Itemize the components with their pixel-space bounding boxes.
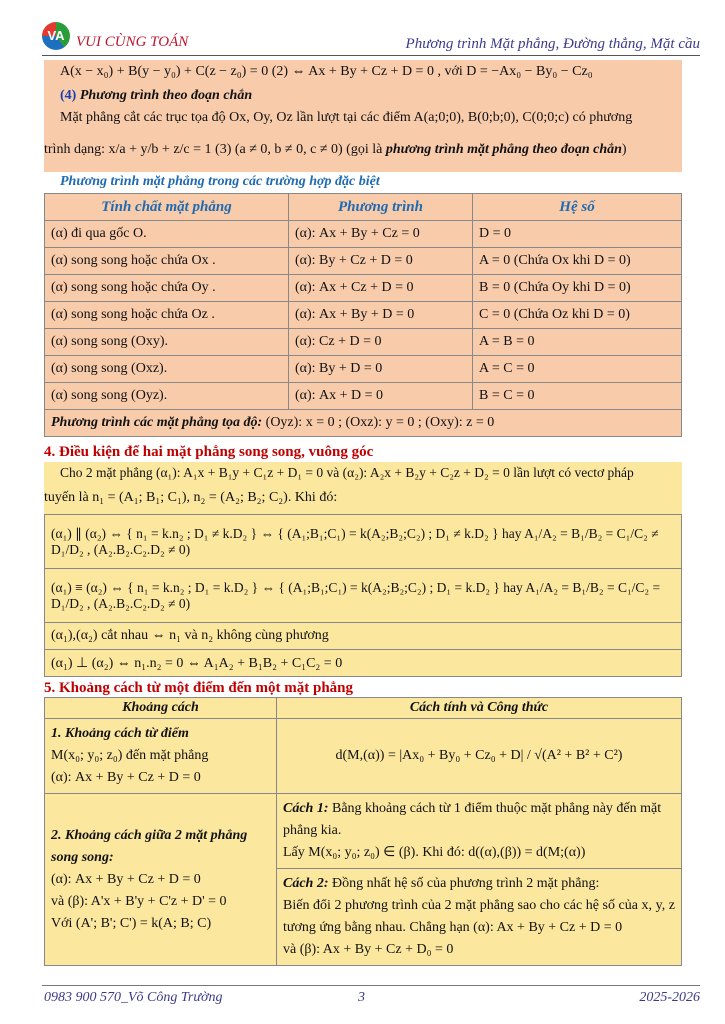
point: M(x₀; y₀; z₀) đến mặt phẳng: [51, 748, 209, 763]
cell: [277, 719, 682, 794]
section-4-heading: 4. Điều kiện để hai mặt phẳng song song, vuông góc: [44, 444, 374, 460]
intersect-condition: (α₁),(α₂) cắt nhau ⇔ n₁ và n₂ không cùng phương: [45, 623, 682, 650]
footer-value: (Oyz): x = 0 ; (Oxz): y = 0 ; (Oxy): z = 0: [262, 415, 495, 430]
cell: [277, 869, 682, 966]
cell: (α): By + D = 0: [289, 356, 473, 383]
row-title: 1. Khoảng cách từ điểm: [51, 726, 189, 741]
cell: C = 0 (Chứa Oz khi D = 0): [473, 302, 682, 329]
cell: [45, 794, 277, 966]
item-number: (4): [60, 88, 77, 103]
table-row: [45, 794, 682, 869]
col-header: Phương trình: [289, 194, 473, 221]
page-number: 3: [358, 990, 365, 1005]
cell: A = 0 (Chứa Ox khi D = 0): [473, 248, 682, 275]
cell: (α) đi qua gốc O.: [45, 221, 289, 248]
plane-beta: và (β): A'x + B'y + C'z + D' = 0: [51, 893, 227, 909]
table-row: [45, 719, 682, 794]
cell: [45, 719, 277, 794]
method-label: Cách 2:: [283, 876, 329, 891]
paren-close: ): [621, 142, 627, 157]
table-row: [45, 515, 682, 569]
footer-author: 0983 900 570_Võ Công Trường: [44, 990, 223, 1005]
table-row: [45, 248, 682, 275]
table-row: [45, 329, 682, 356]
method-formula: Lấy M(x₀; y₀; z₀) ∈ (β). Khi đó: d((α),(β)) = d(M;(α)): [283, 845, 586, 860]
footer-year: 2025-2026: [639, 990, 700, 1005]
cell: (α) song song (Oxz).: [45, 356, 289, 383]
method-formula: và (β): Ax + By + Cz + D₀ = 0: [283, 942, 454, 957]
table-row: [45, 650, 682, 677]
cell: (α) song song hoặc chứa Ox .: [45, 248, 289, 275]
method-text: Bằng khoảng cách từ 1 điểm thuộc mặt phẳng này đến mặt phẳng kia.: [283, 801, 662, 838]
cell: A = B = 0: [473, 329, 682, 356]
col-header: Cách tính và Công thức: [277, 698, 682, 719]
distance-table: [44, 697, 682, 966]
cell: B = 0 (Chứa Oy khi D = 0): [473, 275, 682, 302]
coincident-condition: (α₁) ≡ (α₂) ⇔ { n₁ = k.n₂ ; D₁ = k.D₂ } ⇔ { (A₁;B₁;C₁) = k(A₂;B₂;C₂) ; D₁ = k.D₂ } hay A₁/A₂ = B₁/B₂ = C₁/C₂ = D₁/D₂ , (A₂.B₂.C₂.D₂ ≠ 0): [45, 569, 682, 623]
table-row: [45, 275, 682, 302]
brand-name: VUI CÙNG TOÁN: [76, 34, 189, 50]
conditions-table: [44, 514, 682, 677]
normal-vectors: tuyến là n₁ = (A₁; B₁; C₁), n₂ = (A₂; B₂; C₂). Khi đó:: [44, 490, 338, 505]
table-row: [45, 356, 682, 383]
ratio-condition: Với (A'; B'; C') = k(A; B; C): [51, 915, 212, 931]
perpendicular-condition: (α₁) ⊥ (α₂) ⇔ n₁.n₂ = 0 ⇔ A₁A₂ + B₁B₂ + C₁C₂ = 0: [45, 650, 682, 677]
method-text: Đồng nhất hệ số của phương trình 2 mặt phẳng:: [328, 876, 600, 891]
cell: (α) song song (Oyz).: [45, 383, 289, 410]
method-label: Cách 1:: [283, 801, 329, 816]
row-title: 2. Khoảng cách giữa 2 mặt phẳng song song:: [51, 827, 248, 865]
item-4-heading: [60, 88, 252, 104]
table-row: [45, 623, 682, 650]
header-divider: [42, 55, 700, 56]
cell: A = C = 0: [473, 356, 682, 383]
col-header: Hệ số: [473, 194, 682, 221]
section-5-heading: 5. Khoảng cách từ một điểm đến một mặt phẳng: [44, 680, 354, 696]
special-cases-table: [44, 193, 682, 437]
cell: (α): Ax + D = 0: [289, 383, 473, 410]
cell: (α) song song hoặc chứa Oz .: [45, 302, 289, 329]
plane: (α): Ax + By + Cz + D = 0: [51, 770, 201, 785]
cell: D = 0: [473, 221, 682, 248]
cell: (α): Ax + By + Cz = 0: [289, 221, 473, 248]
special-cases-subtitle: Phương trình mặt phẳng trong các trường hợp đặc biệt: [60, 174, 380, 189]
table-row: [45, 569, 682, 623]
footer-label: Phương trình các mặt phẳng tọa độ:: [51, 415, 263, 430]
cell: (α): Cz + D = 0: [289, 329, 473, 356]
cell: (α) song song (Oxy).: [45, 329, 289, 356]
planes-definition: Cho 2 mặt phẳng (α₁): A₁x + B₁y + C₁z + D₁ = 0 và (α₂): A₂x + B₂y + C₂z + D₂ = 0 lần lượt có vectơ pháp: [60, 465, 634, 480]
parallel-condition: (α₁) ∥ (α₂) ⇔ { n₁ = k.n₂ ; D₁ ≠ k.D₂ } ⇔ { (A₁;B₁;C₁) = k(A₂;B₂;C₂) ; D₁ ≠ k.D₂ } hay A₁/A₂ = B₁/B₂ = C₁/C₂ ≠ D₁/D₂ , (A₂.B₂.C₂.D₂ ≠ 0): [45, 515, 682, 569]
section-4-intro: [44, 462, 682, 514]
plane-alpha: (α): Ax + By + Cz + D = 0: [51, 871, 201, 887]
col-header: Khoảng cách: [45, 698, 277, 719]
point-normal-equation: A(x − x₀) + B(y − y₀) + C(z − z₀) = 0 (2) ⇔ Ax + By + Cz + D = 0 , với D = −Ax₀ − By₀ − Cz₀: [60, 64, 593, 79]
header-title: Phương trình Mặt phẳng, Đường thẳng, Mặt cầu: [405, 36, 700, 52]
col-header: Tính chất mặt phẳng: [45, 194, 289, 221]
table-row: [45, 221, 682, 248]
cell: (α): Ax + Cz + D = 0: [289, 275, 473, 302]
table-footer-row: [45, 410, 682, 437]
distance-formula: d(M,(α)) = |Ax₀ + By₀ + Cz₀ + D| / √(A² + B² + C²): [335, 748, 623, 763]
cell: [45, 410, 682, 437]
cell: [277, 794, 682, 869]
intercept-formula: trình dạng: x/a + y/b + z/c = 1 (3) (a ≠ 0, b ≠ 0, c ≠ 0) (gọi là: [44, 142, 386, 157]
intercept-term: phương trình mặt phẳng theo đoạn chắn: [385, 142, 622, 157]
cell: (α): Ax + By + D = 0: [289, 302, 473, 329]
cell: B = C = 0: [473, 383, 682, 410]
table-row: [45, 383, 682, 410]
cell: (α) song song hoặc chứa Oy .: [45, 275, 289, 302]
item-title: Phương trình theo đoạn chắn: [79, 88, 253, 103]
intercept-equation: [44, 142, 627, 158]
table-row: [45, 302, 682, 329]
cell: (α): By + Cz + D = 0: [289, 248, 473, 275]
intercept-description: Mặt phẳng cắt các trục tọa độ Ox, Oy, Oz lần lượt tại các điểm A(a;0;0), B(0;b;0), C(0;0;c) có phương: [60, 110, 633, 125]
logo: VA: [42, 22, 70, 50]
method-description: Biến đổi 2 phương trình của 2 mặt phẳng sao cho các hệ số của x, y, z tương ứng bằng nhau. Chẳng hạn (α): Ax + By + Cz + D = 0: [283, 898, 675, 935]
footer-divider: [42, 985, 700, 986]
intro-block: [44, 60, 682, 172]
